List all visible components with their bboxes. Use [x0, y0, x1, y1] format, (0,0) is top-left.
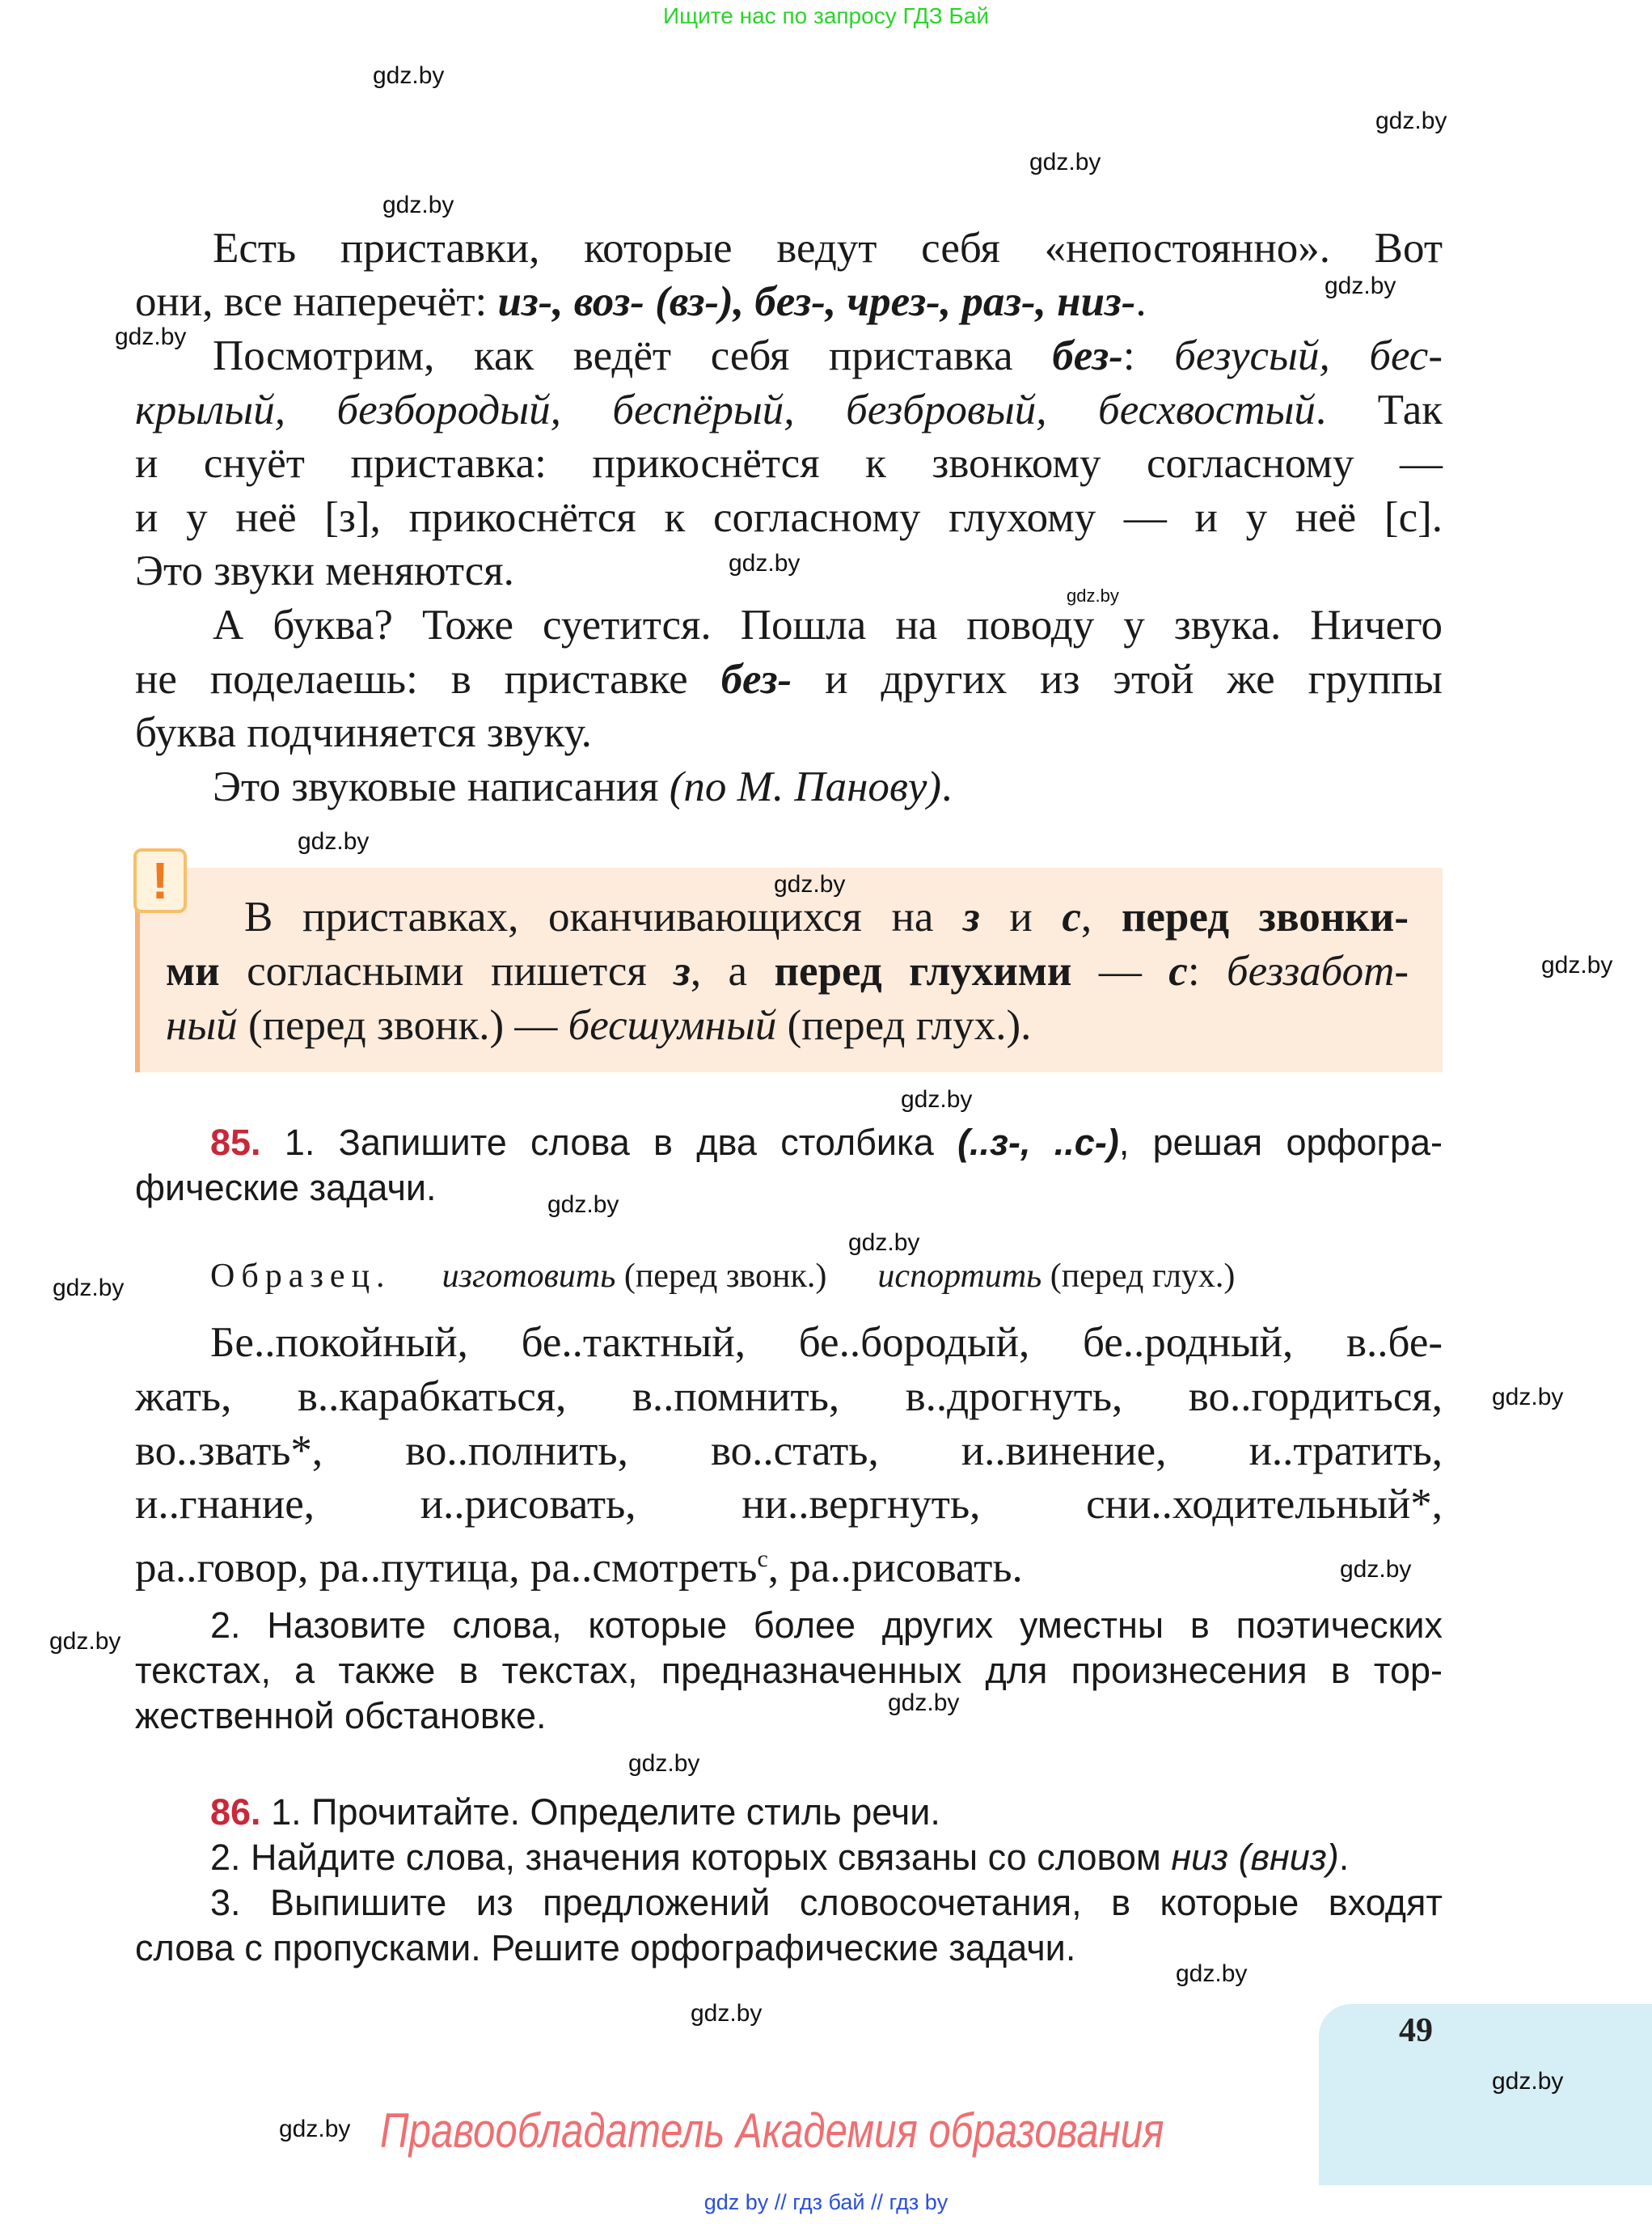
watermark: gdz.by	[774, 871, 846, 898]
search-banner[interactable]: Ищите нас по запросу ГДЗ Бай	[662, 3, 990, 28]
text-segment: испортить	[877, 1258, 1042, 1295]
watermark: gdz.by	[888, 1689, 960, 1716]
task-86-line	[210, 1880, 1443, 1926]
paragraph-line	[135, 437, 1443, 491]
text-segment: текстах, а также в текстах, предназначенных для произнесения в тор-	[135, 1650, 1443, 1691]
text-segment: во..звать*, во..полнить, во..стать, и..винение, и..тратить,	[135, 1427, 1443, 1474]
watermark: gdz.by	[298, 828, 370, 855]
text-segment: перед глухими	[774, 948, 1072, 995]
paragraph-line	[135, 544, 514, 598]
text-segment: безусый, бес-	[1174, 332, 1443, 379]
text-segment: перед звонки-	[1121, 894, 1409, 941]
task-86-line	[210, 1790, 940, 1835]
text-segment: (..з-, ..с-)	[957, 1122, 1119, 1163]
exercise-words-line	[135, 1370, 1443, 1424]
text-segment: 2. Назовите слова, которые более других уместны в поэтических	[210, 1605, 1443, 1646]
text-segment: з	[674, 948, 691, 995]
text-segment: А буква? Тоже суетится. Пошла на поводу у звука. Ничего	[213, 602, 1443, 649]
text-segment: из-, воз- (вз-), без-, чрез-, раз-, низ-	[497, 278, 1136, 325]
paragraph-line	[213, 222, 1443, 276]
text-segment: ра..говор, ра..путица, ра..смотреть	[135, 1544, 758, 1592]
page-number-tab	[1319, 2004, 1652, 2185]
text-segment: крылый, безбородый, беспёрый, безбровый, бесхвостый	[135, 387, 1316, 433]
task-86-line	[210, 1835, 1349, 1880]
sample-line	[210, 1249, 1235, 1304]
text-segment: бесшумный	[568, 1002, 777, 1049]
text-segment: . Так	[1315, 387, 1443, 433]
text-segment: ми	[166, 948, 220, 995]
task-85-line	[210, 1120, 1443, 1165]
text-segment: В приставках, оканчивающихся на	[244, 894, 964, 941]
watermark: gdz.by	[628, 1750, 700, 1777]
watermark: gdz.by	[373, 62, 445, 89]
text-segment: (перед глух.)	[1041, 1258, 1236, 1295]
text-segment: жать, в..карабкаться, в..помнить, в..дрогнуть, во..гордиться,	[135, 1373, 1443, 1420]
paragraph-line	[135, 275, 1147, 329]
text-segment: 2. Найдите слова, значения которых связаны со словом	[210, 1837, 1172, 1878]
watermark: gdz.by	[49, 1628, 121, 1655]
text-segment: с	[1062, 894, 1081, 941]
text-segment: , ра..рисовать.	[767, 1544, 1023, 1592]
watermark: gdz.by	[53, 1275, 125, 1301]
watermark: gdz.by	[1067, 586, 1119, 606]
text-segment: :	[1122, 332, 1175, 379]
text-segment: и снуёт приставка: прикоснётся к звонкому согласному —	[135, 440, 1443, 487]
watermark: gdz.by	[729, 550, 801, 577]
text-segment: (перед звонк.) —	[237, 1002, 568, 1049]
text-segment: (перед глух.).	[776, 1002, 1032, 1049]
text-segment: (перед звонк.)	[615, 1258, 878, 1295]
paragraph-line	[135, 383, 1443, 438]
text-segment: —	[1071, 948, 1169, 995]
text-segment: , а	[690, 948, 775, 995]
watermark: gdz.by	[382, 192, 454, 218]
paragraph-line	[135, 491, 1443, 545]
text-segment: они, все наперечёт:	[135, 278, 498, 325]
text-segment	[391, 1258, 442, 1295]
exercise-words-line	[135, 1532, 1023, 1592]
task-number: 86.	[210, 1791, 261, 1833]
text-segment: согласными пишется	[219, 948, 674, 995]
text-segment: с	[757, 1545, 768, 1572]
text-segment: з	[963, 894, 980, 941]
task-85-part2-line	[135, 1693, 546, 1739]
task-85-line	[135, 1165, 437, 1211]
text-segment: , решая орфогра-	[1118, 1122, 1443, 1163]
text-segment: Есть приставки, которые ведут себя «непостоянно». Вот	[213, 225, 1443, 272]
watermark: gdz.by	[115, 323, 187, 350]
text-segment: с	[1168, 948, 1188, 995]
text-segment: беззабот-	[1227, 948, 1409, 995]
watermark: gdz.by	[1176, 1960, 1248, 1987]
watermark: gdz.by	[1375, 108, 1447, 134]
watermark: gdz.by	[1541, 952, 1613, 979]
watermark: gdz.by	[1325, 273, 1396, 299]
rule-line	[244, 890, 1409, 945]
text-segment: 3. Выпишите из предложений словосочетания, в которые входят	[210, 1882, 1443, 1923]
text-segment: и..гнание, и..рисовать, ни..вергнуть, сни..ходительный*,	[135, 1481, 1443, 1528]
paragraph-line	[135, 706, 592, 760]
text-segment: ,	[1080, 894, 1122, 941]
text-segment: жественной обстановке.	[135, 1695, 547, 1736]
text-segment: и других из этой же группы	[792, 656, 1443, 703]
rule-line	[166, 999, 1031, 1053]
paragraph-line	[213, 598, 1443, 653]
text-segment: слова с пропусками. Решите орфографические задачи.	[135, 1927, 1076, 1968]
text-segment: Это звуки меняются.	[135, 548, 514, 594]
text-segment: изготовить	[442, 1258, 616, 1295]
text-segment: без-	[720, 656, 792, 703]
paragraph-line	[213, 329, 1443, 383]
watermark: gdz.by	[279, 2116, 351, 2142]
watermark: gdz.by	[1492, 1384, 1564, 1410]
text-segment: Образец.	[210, 1258, 391, 1295]
watermark: gdz.by	[547, 1191, 619, 1218]
footer-links[interactable]: gdz by // гдз бай // гдз by	[703, 2190, 949, 2214]
text-segment: и	[979, 894, 1063, 941]
exclamation-icon: !	[133, 848, 187, 913]
task-85-part2-line	[210, 1603, 1443, 1648]
watermark: gdz.by	[1340, 1556, 1412, 1583]
rule-line	[166, 945, 1409, 999]
text-segment: :	[1187, 948, 1227, 995]
text-segment: буква подчиняется звуку.	[135, 709, 592, 756]
text-segment: Бе..покойный, бе..тактный, бе..бородый, бе..родный, в..бе-	[210, 1319, 1443, 1366]
watermark: gdz.by	[901, 1086, 973, 1113]
text-segment: 1. Запишите слова в два столбика	[260, 1122, 958, 1163]
exercise-words-line	[135, 1424, 1443, 1478]
exercise-words-line	[135, 1478, 1443, 1532]
task-number: 85.	[210, 1122, 261, 1163]
paragraph-line	[213, 760, 952, 814]
watermark: gdz.by	[848, 1229, 920, 1256]
text-segment: низ (вниз)	[1171, 1837, 1339, 1878]
text-segment: .	[1338, 1837, 1350, 1878]
task-86-line	[135, 1926, 1075, 1971]
exercise-words-line	[210, 1316, 1443, 1370]
copyright-notice: Правообладатель Академия образования	[380, 2103, 1164, 2158]
text-segment: без-	[1052, 332, 1123, 379]
page-number: 49	[1399, 2012, 1433, 2049]
text-segment: и у неё [з], прикоснётся к согласному глухому — и у неё [с].	[135, 494, 1443, 541]
paragraph-line	[135, 653, 1443, 707]
text-segment: ный	[166, 1002, 238, 1049]
text-segment: .	[941, 763, 953, 810]
text-segment: Посмотрим, как ведёт себя приставка	[213, 332, 1053, 379]
watermark: gdz.by	[1492, 2068, 1564, 2095]
text-segment: фические задачи.	[135, 1167, 437, 1208]
text-segment: не поделаешь: в приставке	[135, 656, 721, 703]
watermark: gdz.by	[691, 2000, 763, 2027]
text-segment: Это звуковые написания	[213, 763, 670, 810]
watermark: gdz.by	[1029, 149, 1101, 175]
text-segment: (по М. Панову)	[669, 763, 942, 810]
text-segment: .	[1135, 278, 1147, 325]
text-segment: 1. Прочитайте. Определите стиль речи.	[260, 1791, 940, 1833]
task-85-part2-line	[135, 1648, 1443, 1693]
